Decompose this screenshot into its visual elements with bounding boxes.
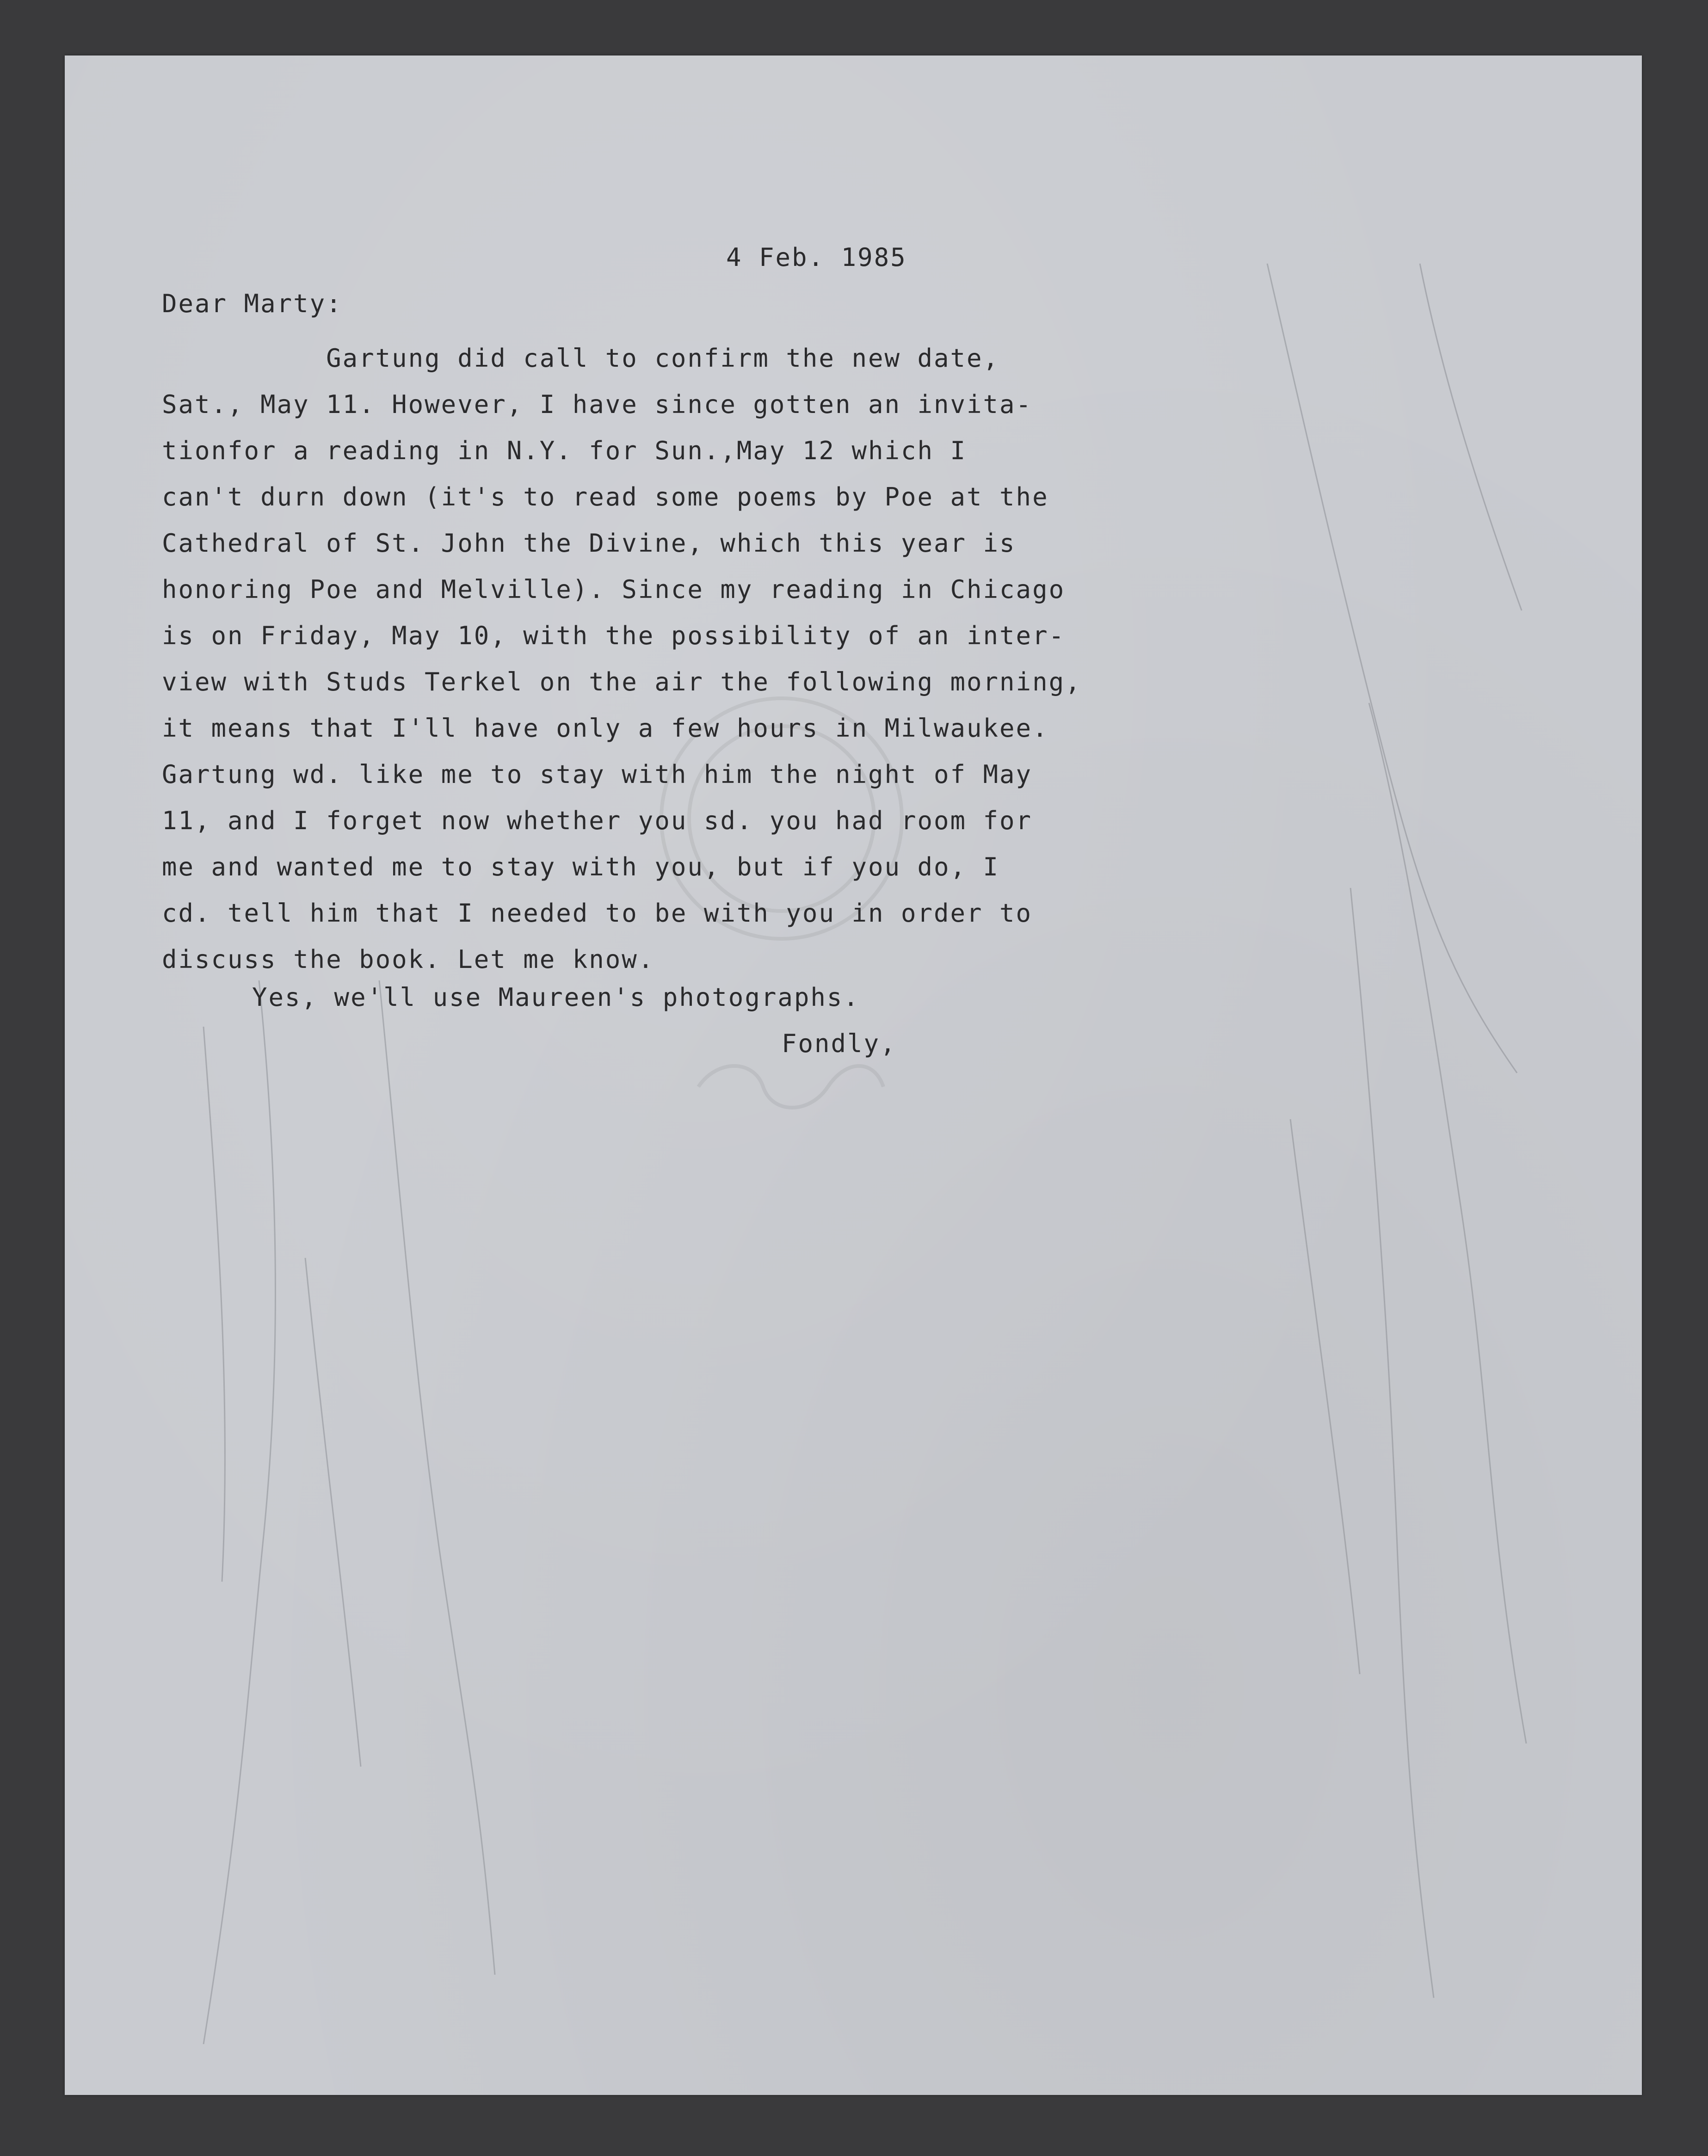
body-line: honoring Poe and Melville). Since my reading in Chicago [162,575,1066,604]
body-line: tionfor a reading in N.Y. for Sun.,May 12 which I [162,436,967,465]
salutation: Dear Marty: [162,289,343,318]
body-line: 11, and I forget now whether you sd. you had room for [162,806,1033,835]
postscript: Yes, we'll use Maureen's photographs. [252,983,860,1012]
body-line: discuss the book. Let me know. [162,945,655,974]
body-line: is on Friday, May 10, with the possibility of an inter- [162,621,1066,650]
body-line: cd. tell him that I needed to be with you in order to [162,899,1033,928]
letter-date: 4 Feb. 1985 [726,243,907,272]
closing: Fondly, [782,1029,897,1058]
body-line: it means that I'll have only a few hours in Milwaukee. [162,714,1049,743]
letter-body [162,335,1082,983]
body-line: Sat., May 11. However, I have since gotten an invita- [162,390,1033,419]
letter-page [65,55,1642,2095]
body-line: can't durn down (it's to read some poems by Poe at the [162,482,1049,511]
body-line: view with Studs Terkel on the air the following morning, [162,667,1082,696]
body-line: Cathedral of St. John the Divine, which this year is [162,529,1016,558]
body-line: Gartung did call to confirm the new date, [162,344,1000,373]
body-line: me and wanted me to stay with you, but if you do, I [162,852,1000,881]
body-line: Gartung wd. like me to stay with him the night of May [162,760,1033,789]
